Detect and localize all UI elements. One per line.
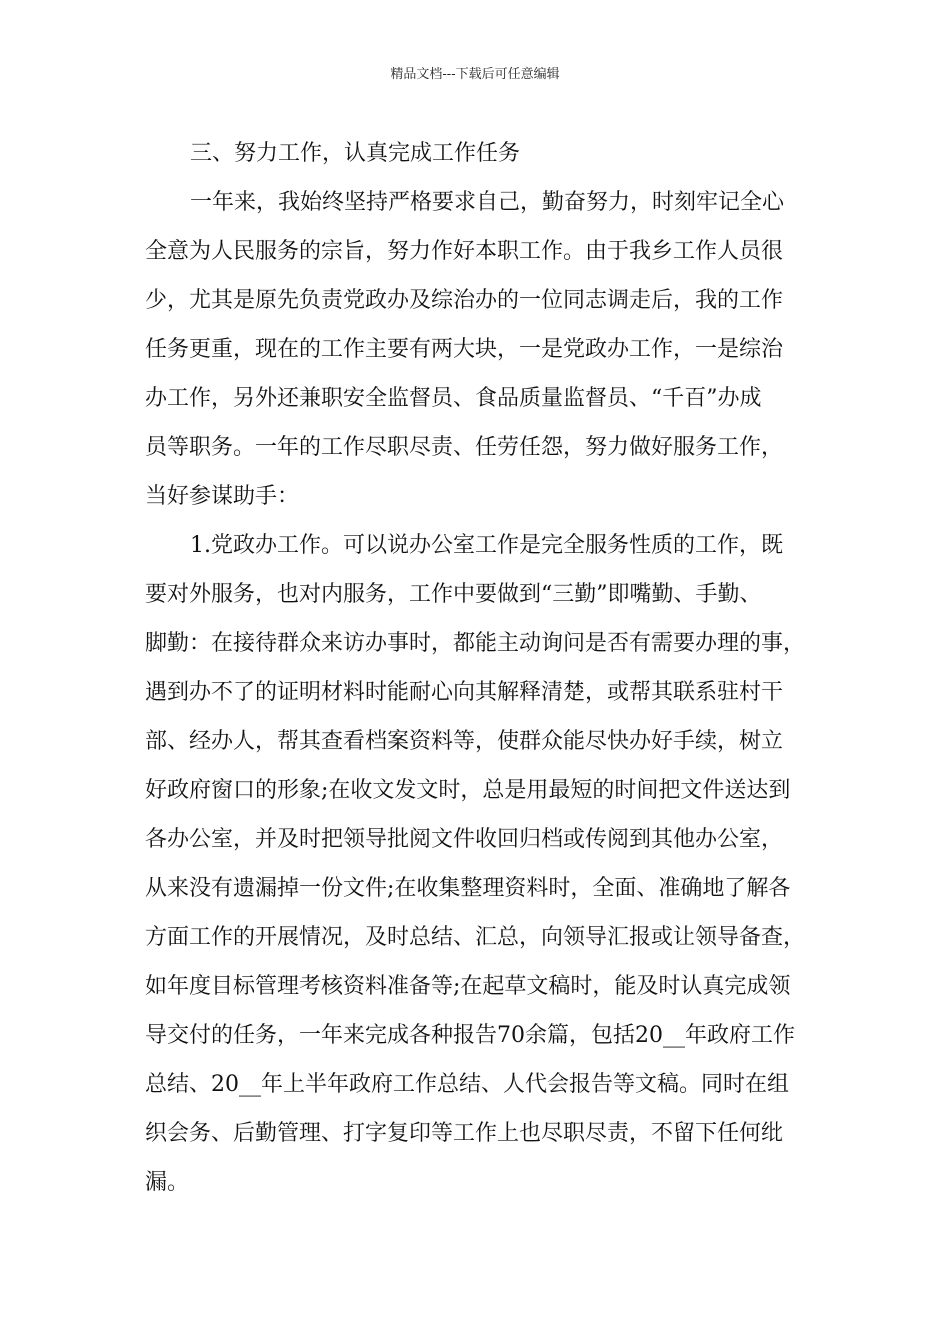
paragraph-line: 一年来，我始终坚持严格要求自己，勤奋努力，时刻牢记全心 <box>190 190 785 215</box>
paragraph-line: 脚勤：在接待群众来访办事时，都能主动询问是否有需要办理的事， <box>145 631 806 656</box>
paragraph-line: 当好参谋助手： <box>145 484 300 509</box>
paragraph-line: 漏。 <box>145 1170 190 1195</box>
paragraph-line: 导交付的任务，一年来完成各种报告70余篇，包括20__年政府工作 <box>145 1023 795 1048</box>
paragraph-party-office-work <box>145 521 825 1207</box>
paragraph-line: 织会务、后勤管理、打字复印等工作上也尽职尽责，不留下任何纰 <box>145 1121 784 1146</box>
paragraph-line: 部、经办人，帮其查看档案资料等，使群众能尽快办好手续，树立 <box>145 729 784 754</box>
paragraph-line: 少，尤其是原先负责党政办及综治办的一位同志调走后，我的工作 <box>145 288 784 313</box>
paragraph-line: 办工作，另外还兼职安全监督员、食品质量监督员、“千百”办成 <box>145 386 762 411</box>
paragraph-line: 从来没有遗漏掉一份文件;在收集整理资料时，全面、准确地了解各 <box>145 876 791 901</box>
paragraph-line: 方面工作的开展情况，及时总结、汇总，向领导汇报或让领导备查， <box>145 925 806 950</box>
paragraph-line: 1.党政办工作。可以说办公室工作是完全服务性质的工作，既 <box>190 533 783 558</box>
paragraph-line: 全意为人民服务的宗旨，努力作好本职工作。由于我乡工作人员很 <box>145 239 784 264</box>
paragraph-line: 总结、20__年上半年政府工作总结、人代会报告等文稿。同时在组 <box>145 1072 789 1097</box>
page-header: 精品文档---下载后可任意编辑 <box>390 67 560 82</box>
paragraph-line: 要对外服务，也对内服务，工作中要做到“三勤”即嘴勤、手勤、 <box>145 582 762 607</box>
paragraph-work-summary <box>145 178 825 521</box>
paragraph-line: 各办公室，并及时把领导批阅文件收回归档或传阅到其他办公室， <box>145 827 784 852</box>
paragraph-line: 员等职务。一年的工作尽职尽责、任劳任怨，努力做好服务工作， <box>145 435 784 460</box>
section-heading: 三、努力工作，认真完成工作任务 <box>190 141 521 166</box>
paragraph-line: 好政府窗口的形象;在收文发文时，总是用最短的时间把文件送达到 <box>145 778 791 803</box>
paragraph-line: 任务更重，现在的工作主要有两大块，一是党政办工作，一是综治 <box>145 337 784 362</box>
paragraph-line: 遇到办不了的证明材料时能耐心向其解释清楚，或帮其联系驻村干 <box>145 680 784 705</box>
paragraph-line: 如年度目标管理考核资料准备等;在起草文稿时，能及时认真完成领 <box>145 974 791 999</box>
